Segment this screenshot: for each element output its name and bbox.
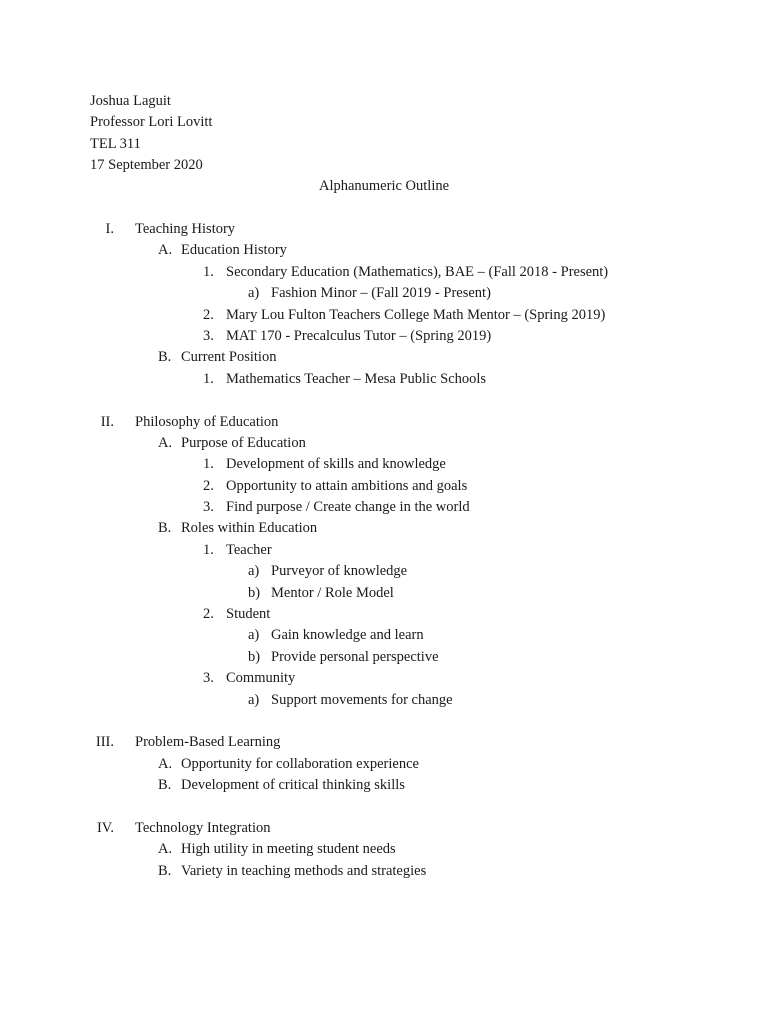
outline-text: Gain knowledge and learn <box>271 627 424 644</box>
outline-marker: 1. <box>203 263 214 280</box>
outline-text: Problem-Based Learning <box>135 734 281 751</box>
author-name: Joshua Laguit <box>90 93 171 109</box>
outline-item <box>0 754 768 775</box>
outline-item <box>0 326 768 347</box>
outline-item <box>0 240 768 261</box>
outline-text: Teaching History <box>135 221 236 237</box>
outline-section-3 <box>0 732 768 753</box>
outline-text: Education History <box>181 242 287 259</box>
section-spacer <box>0 711 768 732</box>
outline-item <box>0 647 768 668</box>
outline-marker: A. <box>158 755 173 772</box>
outline-text: Teacher <box>226 541 272 558</box>
outline-item <box>0 454 768 475</box>
outline-item <box>0 861 768 882</box>
outline-item <box>0 668 768 689</box>
outline-item <box>0 625 768 646</box>
outline-item <box>0 283 768 304</box>
outline-item <box>0 839 768 860</box>
outline-marker: III. <box>95 734 114 751</box>
outline-section-1 <box>0 219 768 240</box>
outline-text: Purpose of Education <box>181 434 306 451</box>
outline-marker: 1. <box>203 370 214 387</box>
section-spacer <box>0 390 768 411</box>
outline-item <box>0 476 768 497</box>
outline-text: Technology Integration <box>135 819 271 836</box>
outline-marker: B. <box>158 349 172 366</box>
outline-marker: 1. <box>203 456 214 473</box>
professor-name: Professor Lori Lovitt <box>90 114 213 131</box>
outline-item <box>0 561 768 582</box>
outline-text: Mentor / Role Model <box>271 584 394 601</box>
outline-item <box>0 540 768 561</box>
header-block <box>90 91 212 177</box>
outline-text: High utility in meeting student needs <box>181 841 396 858</box>
document-date: 17 September 2020 <box>90 157 203 174</box>
document-title: Alphanumeric Outline <box>318 178 450 194</box>
outline-marker: 2. <box>203 477 214 494</box>
outline-text: Current Position <box>181 349 277 366</box>
outline-text: Variety in teaching methods and strategies <box>181 862 427 879</box>
outline-marker: a) <box>248 627 260 644</box>
outline-text: Mary Lou Fulton Teachers College Math Mentor – (Spring 2019) <box>226 306 606 323</box>
outline-marker: a) <box>248 691 260 708</box>
outline-item <box>0 775 768 796</box>
outline-item <box>0 305 768 326</box>
outline-marker: B. <box>158 520 172 537</box>
outline-marker: 3. <box>203 499 214 516</box>
outline-marker: 3. <box>203 670 214 687</box>
outline-text: Opportunity to attain ambitions and goals <box>226 477 468 494</box>
outline-marker: I. <box>105 221 114 237</box>
outline-item <box>0 262 768 283</box>
outline-marker: 2. <box>203 606 214 623</box>
outline-item <box>0 690 768 711</box>
outline-item <box>0 583 768 604</box>
outline-item <box>0 518 768 539</box>
outline-marker: b) <box>248 648 261 665</box>
outline-text: Development of critical thinking skills <box>181 777 405 794</box>
outline-text: Philosophy of Education <box>135 413 279 430</box>
outline-item <box>0 369 768 390</box>
outline-marker: B. <box>158 862 172 879</box>
outline-marker: A. <box>158 242 173 259</box>
outline-text: Find purpose / Create change in the world <box>226 499 470 516</box>
outline-text: Roles within Education <box>181 520 318 537</box>
outline-text: Mathematics Teacher – Mesa Public Schools <box>226 370 487 387</box>
outline-text: MAT 170 - Precalculus Tutor – (Spring 2019) <box>226 327 492 344</box>
outline-marker: 3. <box>203 327 214 344</box>
outline <box>0 219 768 882</box>
outline-marker: A. <box>158 434 173 451</box>
outline-text: Purveyor of knowledge <box>271 563 408 580</box>
outline-text: Community <box>226 670 296 687</box>
outline-marker: a) <box>248 285 260 302</box>
outline-marker: a) <box>248 563 260 580</box>
outline-section-4 <box>0 818 768 839</box>
outline-text: Provide personal perspective <box>271 648 439 665</box>
outline-item <box>0 433 768 454</box>
section-spacer <box>0 797 768 818</box>
outline-item <box>0 497 768 518</box>
outline-text: Support movements for change <box>271 691 453 708</box>
course-code: TEL 311 <box>90 135 141 152</box>
outline-text: Secondary Education (Mathematics), BAE – (Fall 2018 - Present) <box>226 263 609 280</box>
outline-marker: b) <box>248 584 261 601</box>
outline-marker: 2. <box>203 306 214 323</box>
outline-text: Opportunity for collaboration experience <box>181 755 419 772</box>
outline-marker: IV. <box>96 819 114 836</box>
outline-marker: A. <box>158 841 173 858</box>
outline-text: Fashion Minor – (Fall 2019 - Present) <box>271 285 491 302</box>
outline-marker: B. <box>158 777 172 794</box>
outline-item <box>0 347 768 368</box>
outline-marker: 1. <box>203 541 214 558</box>
outline-text: Student <box>226 606 271 623</box>
outline-section-2 <box>0 412 768 433</box>
outline-text: Development of skills and knowledge <box>226 456 446 473</box>
outline-marker: II. <box>100 413 114 430</box>
outline-item <box>0 604 768 625</box>
